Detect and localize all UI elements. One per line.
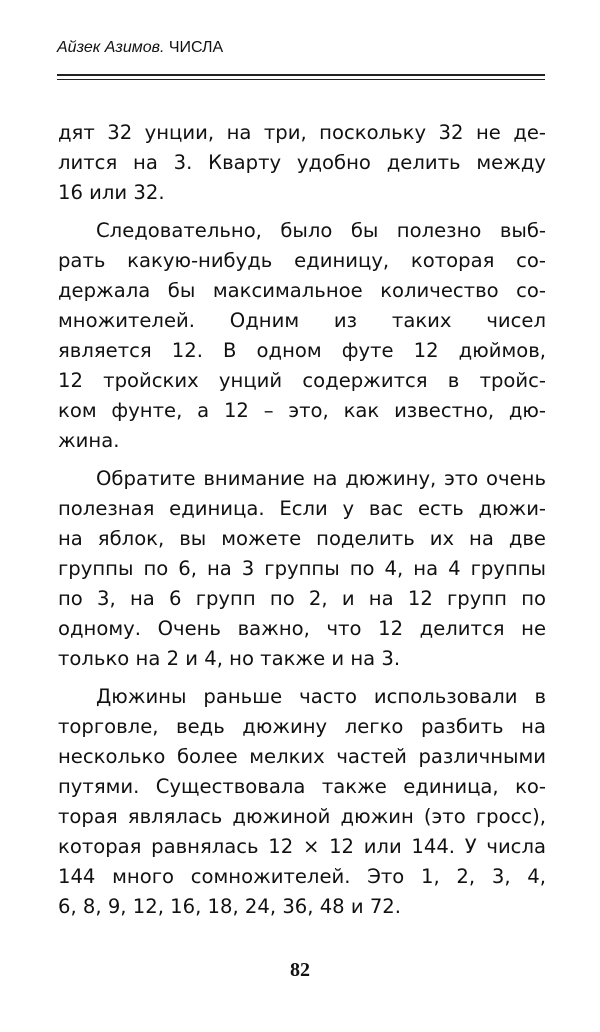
running-head-title: ЧИСЛА bbox=[168, 39, 224, 56]
text-line: путями. Существовала также единица, ко- bbox=[58, 775, 546, 798]
paragraph-2 bbox=[58, 216, 546, 456]
body-text bbox=[58, 118, 546, 930]
text-line: дят 32 унции, на три, поскольку 32 не де- bbox=[58, 121, 546, 144]
running-head bbox=[57, 38, 223, 58]
text-line: Обратите внимание на дюжину, это очень bbox=[96, 467, 546, 490]
text-line: ком фунте, а 12 – это, как известно, дю- bbox=[58, 399, 546, 422]
text-line: Дюжины раньше часто использовали в bbox=[96, 685, 546, 708]
text-line: торая являлась дюжиной дюжин (это гросс), bbox=[58, 805, 546, 828]
text-line: одному. Очень важно, что 12 делится не bbox=[58, 617, 546, 640]
text-line: 12 тройских унций содержится в тройс- bbox=[58, 369, 546, 392]
text-line: по 3, на 6 групп по 2, и на 12 групп по bbox=[58, 587, 546, 610]
paragraph-1 bbox=[58, 118, 546, 208]
text-line: множителей. Одним из таких чисел bbox=[58, 309, 546, 332]
text-line: 144 много сомножителей. Это 1, 2, 3, 4, bbox=[58, 865, 546, 888]
text-line: лится на 3. Кварту удобно делить между bbox=[58, 151, 546, 174]
text-line: рать какую-нибудь единицу, которая со- bbox=[58, 249, 546, 272]
text-line: которая равнялась 12 × 12 или 144. У числа bbox=[58, 835, 546, 858]
text-line: несколько более мелких частей различными bbox=[58, 745, 546, 768]
text-line: является 12. В одном футе 12 дюймов, bbox=[58, 339, 546, 362]
text-line: 6, 8, 9, 12, 16, 18, 24, 36, 48 и 72. bbox=[58, 895, 401, 918]
text-line: жина. bbox=[58, 429, 120, 452]
header-rule-thick bbox=[57, 74, 545, 76]
text-line: Следовательно, было бы полезно выб- bbox=[96, 219, 546, 242]
page-number: 82 bbox=[290, 959, 310, 981]
paragraph-4 bbox=[58, 682, 546, 922]
text-line: на яблок, вы можете поделить их на две bbox=[58, 527, 546, 550]
running-head-author: Айзек Азимов. bbox=[57, 39, 165, 56]
text-line: 16 или 32. bbox=[58, 181, 165, 204]
text-line: держала бы максимальное количество со- bbox=[58, 279, 546, 302]
text-line: только на 2 и 4, но также и на 3. bbox=[58, 647, 401, 670]
text-line: группы по 6, на 3 группы по 4, на 4 группы bbox=[58, 557, 546, 580]
header-rule-thin bbox=[57, 79, 545, 80]
text-line: полезная единица. Если у вас есть дюжи- bbox=[58, 497, 546, 520]
text-line: торговле, ведь дюжину легко разбить на bbox=[58, 715, 546, 738]
paragraph-3 bbox=[58, 464, 546, 674]
